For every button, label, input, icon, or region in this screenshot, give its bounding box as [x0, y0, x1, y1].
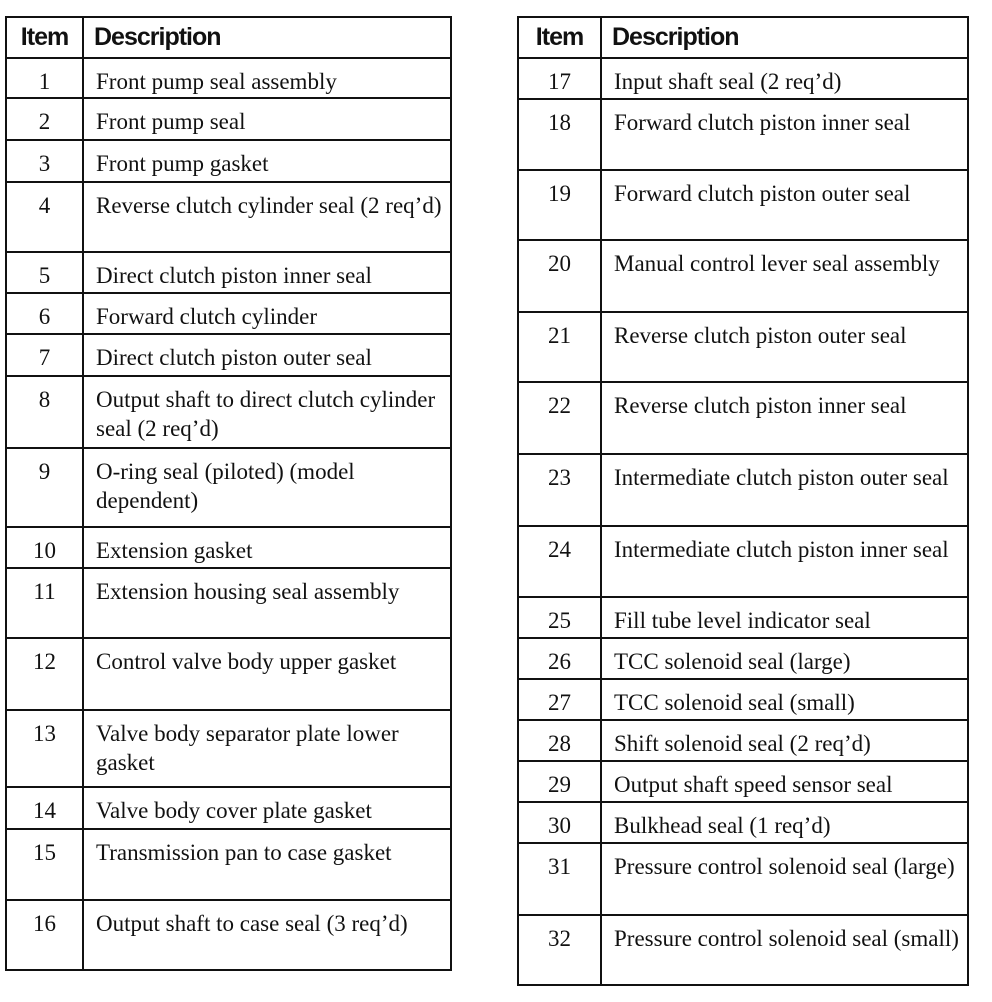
table-row	[6, 376, 451, 448]
table-header-row	[6, 17, 451, 58]
item-description: Output shaft to case seal (3 req’d)	[83, 900, 451, 970]
item-number: 24	[518, 526, 601, 597]
table-row	[6, 182, 451, 252]
item-description: Pressure control solenoid seal (small)	[601, 915, 968, 985]
table-row	[6, 568, 451, 638]
table-row	[518, 312, 968, 382]
table-row	[6, 252, 451, 293]
item-description: Output shaft to direct clutch cylinder seal (2 req’d)	[83, 376, 451, 448]
table-row	[518, 720, 968, 761]
item-number: 15	[6, 829, 83, 900]
table-row	[6, 638, 451, 710]
table-row	[6, 293, 451, 334]
table-row	[518, 843, 968, 915]
item-number: 27	[518, 679, 601, 720]
item-description: Control valve body upper gasket	[83, 638, 451, 710]
item-number: 31	[518, 843, 601, 915]
item-number: 13	[6, 710, 83, 787]
item-number: 7	[6, 334, 83, 376]
table-row	[6, 829, 451, 900]
item-description: Valve body separator plate lower gasket	[83, 710, 451, 787]
table-row	[518, 915, 968, 985]
table-row	[6, 448, 451, 527]
item-description: O-ring seal (piloted) (model dependent)	[83, 448, 451, 527]
table-row	[6, 98, 451, 140]
item-number: 20	[518, 240, 601, 312]
item-description: Front pump seal	[83, 98, 451, 140]
header-item: Item	[518, 17, 601, 58]
item-number: 11	[6, 568, 83, 638]
item-description: Front pump seal assembly	[83, 58, 451, 98]
item-number: 26	[518, 638, 601, 679]
item-description: Extension gasket	[83, 527, 451, 568]
table-header-row	[518, 17, 968, 58]
item-description: Transmission pan to case gasket	[83, 829, 451, 900]
header-item: Item	[6, 17, 83, 58]
table-row	[6, 58, 451, 98]
item-number: 18	[518, 99, 601, 170]
table-row	[6, 787, 451, 829]
item-description: Reverse clutch piston outer seal	[601, 312, 968, 382]
parts-table-left	[5, 16, 452, 971]
item-description: Manual control lever seal assembly	[601, 240, 968, 312]
item-description: TCC solenoid seal (large)	[601, 638, 968, 679]
table-row	[518, 99, 968, 170]
item-number: 3	[6, 140, 83, 182]
item-description: Intermediate clutch piston outer seal	[601, 454, 968, 526]
item-description: Direct clutch piston inner seal	[83, 252, 451, 293]
item-description: Reverse clutch cylinder seal (2 req’d)	[83, 182, 451, 252]
item-description: Forward clutch cylinder	[83, 293, 451, 334]
item-number: 4	[6, 182, 83, 252]
table-row	[518, 382, 968, 454]
item-number: 12	[6, 638, 83, 710]
item-description: Shift solenoid seal (2 req’d)	[601, 720, 968, 761]
item-number: 2	[6, 98, 83, 140]
item-number: 21	[518, 312, 601, 382]
table-row	[518, 802, 968, 843]
table-row	[518, 638, 968, 679]
item-description: Valve body cover plate gasket	[83, 787, 451, 829]
parts-table-right	[517, 16, 969, 986]
item-description: Forward clutch piston inner seal	[601, 99, 968, 170]
table-row	[518, 58, 968, 99]
item-number: 14	[6, 787, 83, 829]
table-row	[6, 527, 451, 568]
item-number: 5	[6, 252, 83, 293]
item-number: 9	[6, 448, 83, 527]
table-row	[518, 679, 968, 720]
table-row	[518, 597, 968, 638]
table-row	[518, 170, 968, 240]
table-row	[518, 454, 968, 526]
item-description: TCC solenoid seal (small)	[601, 679, 968, 720]
item-description: Reverse clutch piston inner seal	[601, 382, 968, 454]
table-row	[518, 240, 968, 312]
item-number: 6	[6, 293, 83, 334]
item-number: 17	[518, 58, 601, 99]
item-number: 22	[518, 382, 601, 454]
table-row	[6, 710, 451, 787]
item-number: 19	[518, 170, 601, 240]
item-description: Fill tube level indicator seal	[601, 597, 968, 638]
item-number: 8	[6, 376, 83, 448]
item-description: Pressure control solenoid seal (large)	[601, 843, 968, 915]
item-description: Intermediate clutch piston inner seal	[601, 526, 968, 597]
item-number: 29	[518, 761, 601, 802]
item-description: Bulkhead seal (1 req’d)	[601, 802, 968, 843]
item-number: 23	[518, 454, 601, 526]
item-number: 28	[518, 720, 601, 761]
item-number: 1	[6, 58, 83, 98]
item-description: Direct clutch piston outer seal	[83, 334, 451, 376]
header-description: Description	[601, 17, 968, 58]
header-description: Description	[83, 17, 451, 58]
item-description: Input shaft seal (2 req’d)	[601, 58, 968, 99]
item-number: 25	[518, 597, 601, 638]
item-description: Forward clutch piston outer seal	[601, 170, 968, 240]
item-number: 10	[6, 527, 83, 568]
item-description: Front pump gasket	[83, 140, 451, 182]
table-row	[518, 761, 968, 802]
table-row	[6, 900, 451, 970]
item-number: 16	[6, 900, 83, 970]
table-row	[6, 140, 451, 182]
item-description: Extension housing seal assembly	[83, 568, 451, 638]
item-number: 32	[518, 915, 601, 985]
table-row	[518, 526, 968, 597]
item-description: Output shaft speed sensor seal	[601, 761, 968, 802]
item-number: 30	[518, 802, 601, 843]
table-row	[6, 334, 451, 376]
